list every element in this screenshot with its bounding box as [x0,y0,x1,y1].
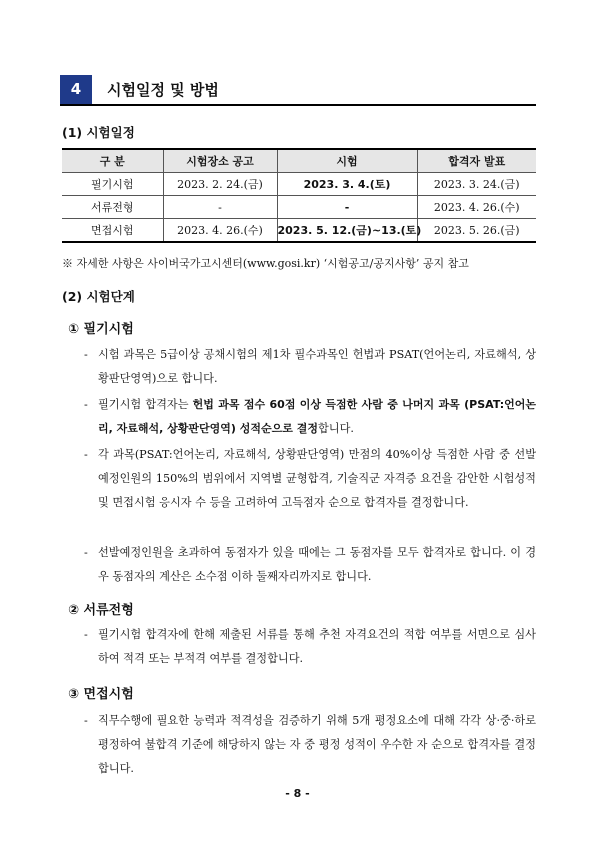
table-cell: 2023. 4. 26.(수) [163,219,277,243]
bullet-dash: - [84,546,88,559]
highlighted-criteria: 헌법 과목 점수 60점 이상 득점한 사람 중 나머지 과목 (PSAT:언어논리, 자료해석, 상황판단영역) 성적순으로 결정 [98,398,536,435]
paragraph-text: 필기시험 합격자에 한해 제출된 서류를 통해 추천 자격요건의 적합 여부를 서면으로 심사하여 적격 또는 부적격 여부를 결정합니다. [98,628,536,665]
schedule-heading: (1) 시험일정 [62,125,135,140]
table-row [62,219,536,243]
bullet-dash: - [84,348,88,361]
table-cell: 2023. 3. 24.(금) [417,173,536,196]
paragraph-text: 시험 과목은 5급이상 공채시험의 제1차 필수과목인 헌법과 PSAT(언어논리, 자료해석, 상황판단영역)으로 합니다. [98,348,536,385]
table-cell: - [163,196,277,219]
section-number-badge: 4 [60,75,92,104]
written-exam-paragraph-3 [84,443,536,515]
paragraph-text-start: 필기시험 합격자는 [98,398,193,411]
written-exam-title: ① 필기시험 [68,322,134,337]
table-row [62,173,536,196]
bullet-dash: - [84,628,88,641]
table-cell: 2023. 2. 24.(금) [163,173,277,196]
section-divider [60,104,536,106]
interview-title: ③ 면접시험 [68,687,134,702]
table-cell: 면접시험 [62,219,163,243]
section-header [60,73,536,103]
table-cell: 2023. 5. 26.(금) [417,219,536,243]
column-header: 구 분 [62,149,163,173]
table-cell: 2023. 5. 12.(금)~13.(토) [277,219,417,243]
interview-paragraph [84,709,536,781]
paragraph-text: 각 과목(PSAT:언어논리, 자료해석, 상황판단영역) 만점의 40%이상 득점한 사람 중 선발예정인원의 150%의 범위에서 지역별 균형합격, 기술직군 자격증 요건을 감안한 시험성적 및 면접시험 응시자 수 등을 고려하여 고득점자 순으로 합격자를 결정합니다. [98,448,536,509]
column-header: 합격자 발표 [417,149,536,173]
schedule-note: ※ 자세한 사항은 사이버국가고시센터(www.gosi.kr) ‘시험공고/공지사항’ 공지 참고 [62,257,469,270]
paragraph-text [98,393,536,441]
paragraph-text: 직무수행에 필요한 능력과 적격성을 검증하기 위해 5개 평정요소에 대해 각각 상·중·하로 평정하여 불합격 기준에 해당하지 않는 자 중 평정 성적이 우수한 자 순으로 합격자를 결정합니다. [98,714,536,775]
schedule-table [62,148,536,243]
table-header-row [62,149,536,173]
written-exam-paragraph-4 [84,541,536,589]
section-title: 시험일정 및 방법 [107,81,219,99]
bullet-dash: - [84,398,88,411]
written-exam-paragraph-1 [84,343,536,391]
table-row [62,196,536,219]
table-cell: 2023. 4. 26.(수) [417,196,536,219]
column-header: 시험장소 공고 [163,149,277,173]
table-cell: 서류전형 [62,196,163,219]
table-cell: 2023. 3. 4.(토) [277,173,417,196]
document-screening-paragraph [84,623,536,671]
paragraph-text-end: 합니다. [317,422,354,435]
column-header: 시험 [277,149,417,173]
page-number: - 8 - [285,787,310,800]
document-screening-title: ② 서류전형 [68,603,134,618]
paragraph-text: 선발예정인원을 초과하여 동점자가 있을 때에는 그 동점자를 모두 합격자로 합니다. 이 경우 동점자의 계산은 소수점 이하 둘째자리까지로 합니다. [98,546,536,583]
stages-heading: (2) 시험단계 [62,289,135,304]
bullet-dash: - [84,714,88,727]
table-cell: 필기시험 [62,173,163,196]
table-cell: - [277,196,417,219]
written-exam-paragraph-2 [84,393,536,441]
bullet-dash: - [84,448,88,461]
